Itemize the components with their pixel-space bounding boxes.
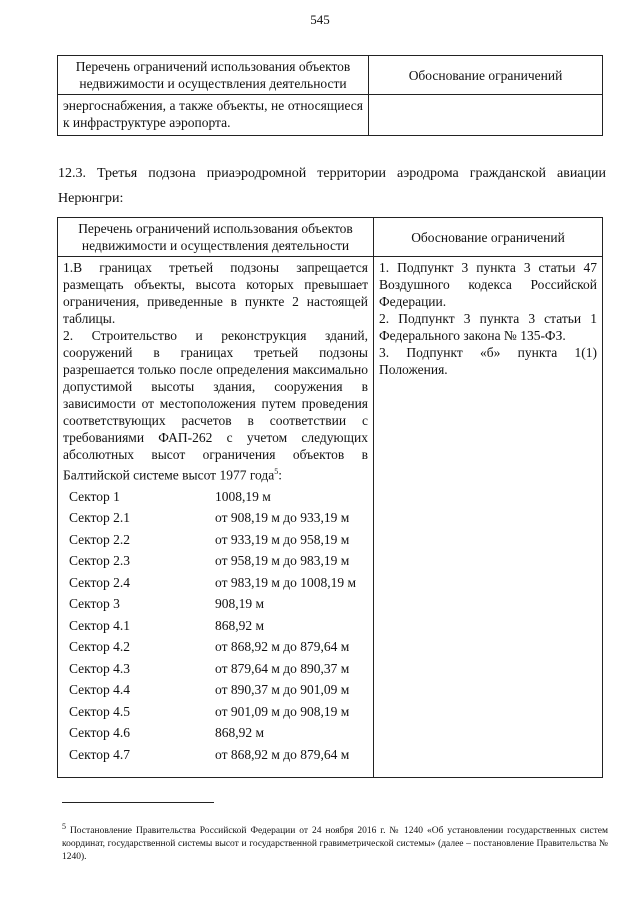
restriction-item-1: 1.В границах третьей подзоны запрещается размещать объекты, высота которых превышает ограничения, приведенные в пункте 2 настоящей таблицы. [63,260,368,326]
table1-row-left: энергоснабжения, а также объекты, не относящиеся к инфраструктуре аэропорта. [58,95,369,136]
sector-name: Сектор 4.7 [69,746,131,762]
sector-height: от 890,37 м до 901,09 м [215,682,350,697]
sector-row [63,679,368,701]
sector-name: Сектор 2.3 [69,553,131,568]
footnote-text: Постановление Правительства Российской Федерации от 24 ноября 2016 г. № 1240 «Об установлении государственных систем координат, государственной системы высот и государственной гравиметрической системы» (далее – постановление Правительства № 1240). [62,826,608,863]
sector-name: Сектор 4.1 [69,617,131,633]
sector-row [63,507,368,529]
justification-item-3: 3. Подпункт «б» пункта 1(1) Положения. [379,345,597,377]
sector-row [63,550,368,572]
sector-name: Сектор 1 [69,488,120,504]
sector-name: Сектор 2.4 [69,574,131,590]
justification-item-2: 2. Подпункт 3 пункта 3 статьи 1 Федерального закона № 135-ФЗ. [379,311,597,343]
table2-header-right: Обоснование ограничений [374,218,603,257]
sector-height: 908,19 м [215,596,265,611]
sector-row [63,529,368,551]
sector-row [63,593,368,615]
sector-height: от 933,19 м до 958,19 м [215,531,350,547]
footnote-separator [62,802,214,803]
footnote-mark: 5 [62,822,66,831]
sector-height: от 879,64 м до 890,37 м [215,660,350,676]
sector-row [63,615,368,637]
sector-row [63,701,368,723]
sector-list [63,486,368,766]
sector-name: Сектор 3 [69,596,120,611]
sector-height: 868,92 м [215,617,265,633]
justification-item-1: 1. Подпункт 3 пункта 3 статьи 47 Воздушного кодекса Российской Федерации. [379,260,597,309]
table1-header-left: Перечень ограничений использования объектов недвижимости и осуществления деятельности [58,56,369,95]
sector-row [63,636,368,658]
sector-height: от 868,92 м до 879,64 м [215,746,350,762]
restrictions-table-continued [57,55,603,136]
sector-height: от 868,92 м до 879,64 м [215,639,350,654]
sector-name: Сектор 2.1 [69,510,131,525]
sector-name: Сектор 2.2 [69,531,131,547]
sector-name: Сектор 4.3 [69,660,131,676]
table1-row-right [369,95,603,136]
table1-header-right: Обоснование ограничений [369,56,603,95]
sector-row [63,658,368,680]
section-paragraph: 12.3. Третья подзона приаэродромной территории аэродрома гражданской авиации Нерюнгри: [58,166,606,206]
restriction-item-2 [63,327,368,484]
page-number: 545 [310,12,330,27]
sector-name: Сектор 4.2 [69,639,131,654]
sector-height: от 901,09 м до 908,19 м [215,703,350,719]
restrictions-table-subzone3 [57,217,603,778]
sector-row [63,572,368,594]
sector-row [63,486,368,508]
sector-height: от 983,19 м до 1008,19 м [215,574,357,590]
sector-row [63,744,368,766]
table2-right-cell [374,257,603,778]
footnote [62,820,608,864]
restriction-item-2-text: 2. Строительство и реконструкция зданий, сооружений в границах третьей подзоны разрешается только после определения максимально допустимой высоты здания, сооружения в зависимости от местоположения путем проведения соответствующих расчетов в соответствии с требованиями ФАП-262 с учетом следующих абсолютных высот ограничения объектов в Балтийской системе высот 1977 года [63,328,368,483]
sector-height: от 958,19 м до 983,19 м [215,553,350,568]
footnote-ref: 5 [274,467,279,476]
sector-name: Сектор 4.6 [69,725,131,740]
restriction-item-2-end: : [278,467,283,483]
sector-name: Сектор 4.5 [69,703,131,719]
sector-name: Сектор 4.4 [69,682,131,697]
sector-height: 868,92 м [215,725,265,740]
table2-header-left: Перечень ограничений использования объектов недвижимости и осуществления деятельности [58,218,374,257]
table2-left-cell [58,257,374,778]
sector-height: от 908,19 м до 933,19 м [215,510,350,525]
sector-height: 1008,19 м [215,488,271,504]
sector-row [63,722,368,744]
